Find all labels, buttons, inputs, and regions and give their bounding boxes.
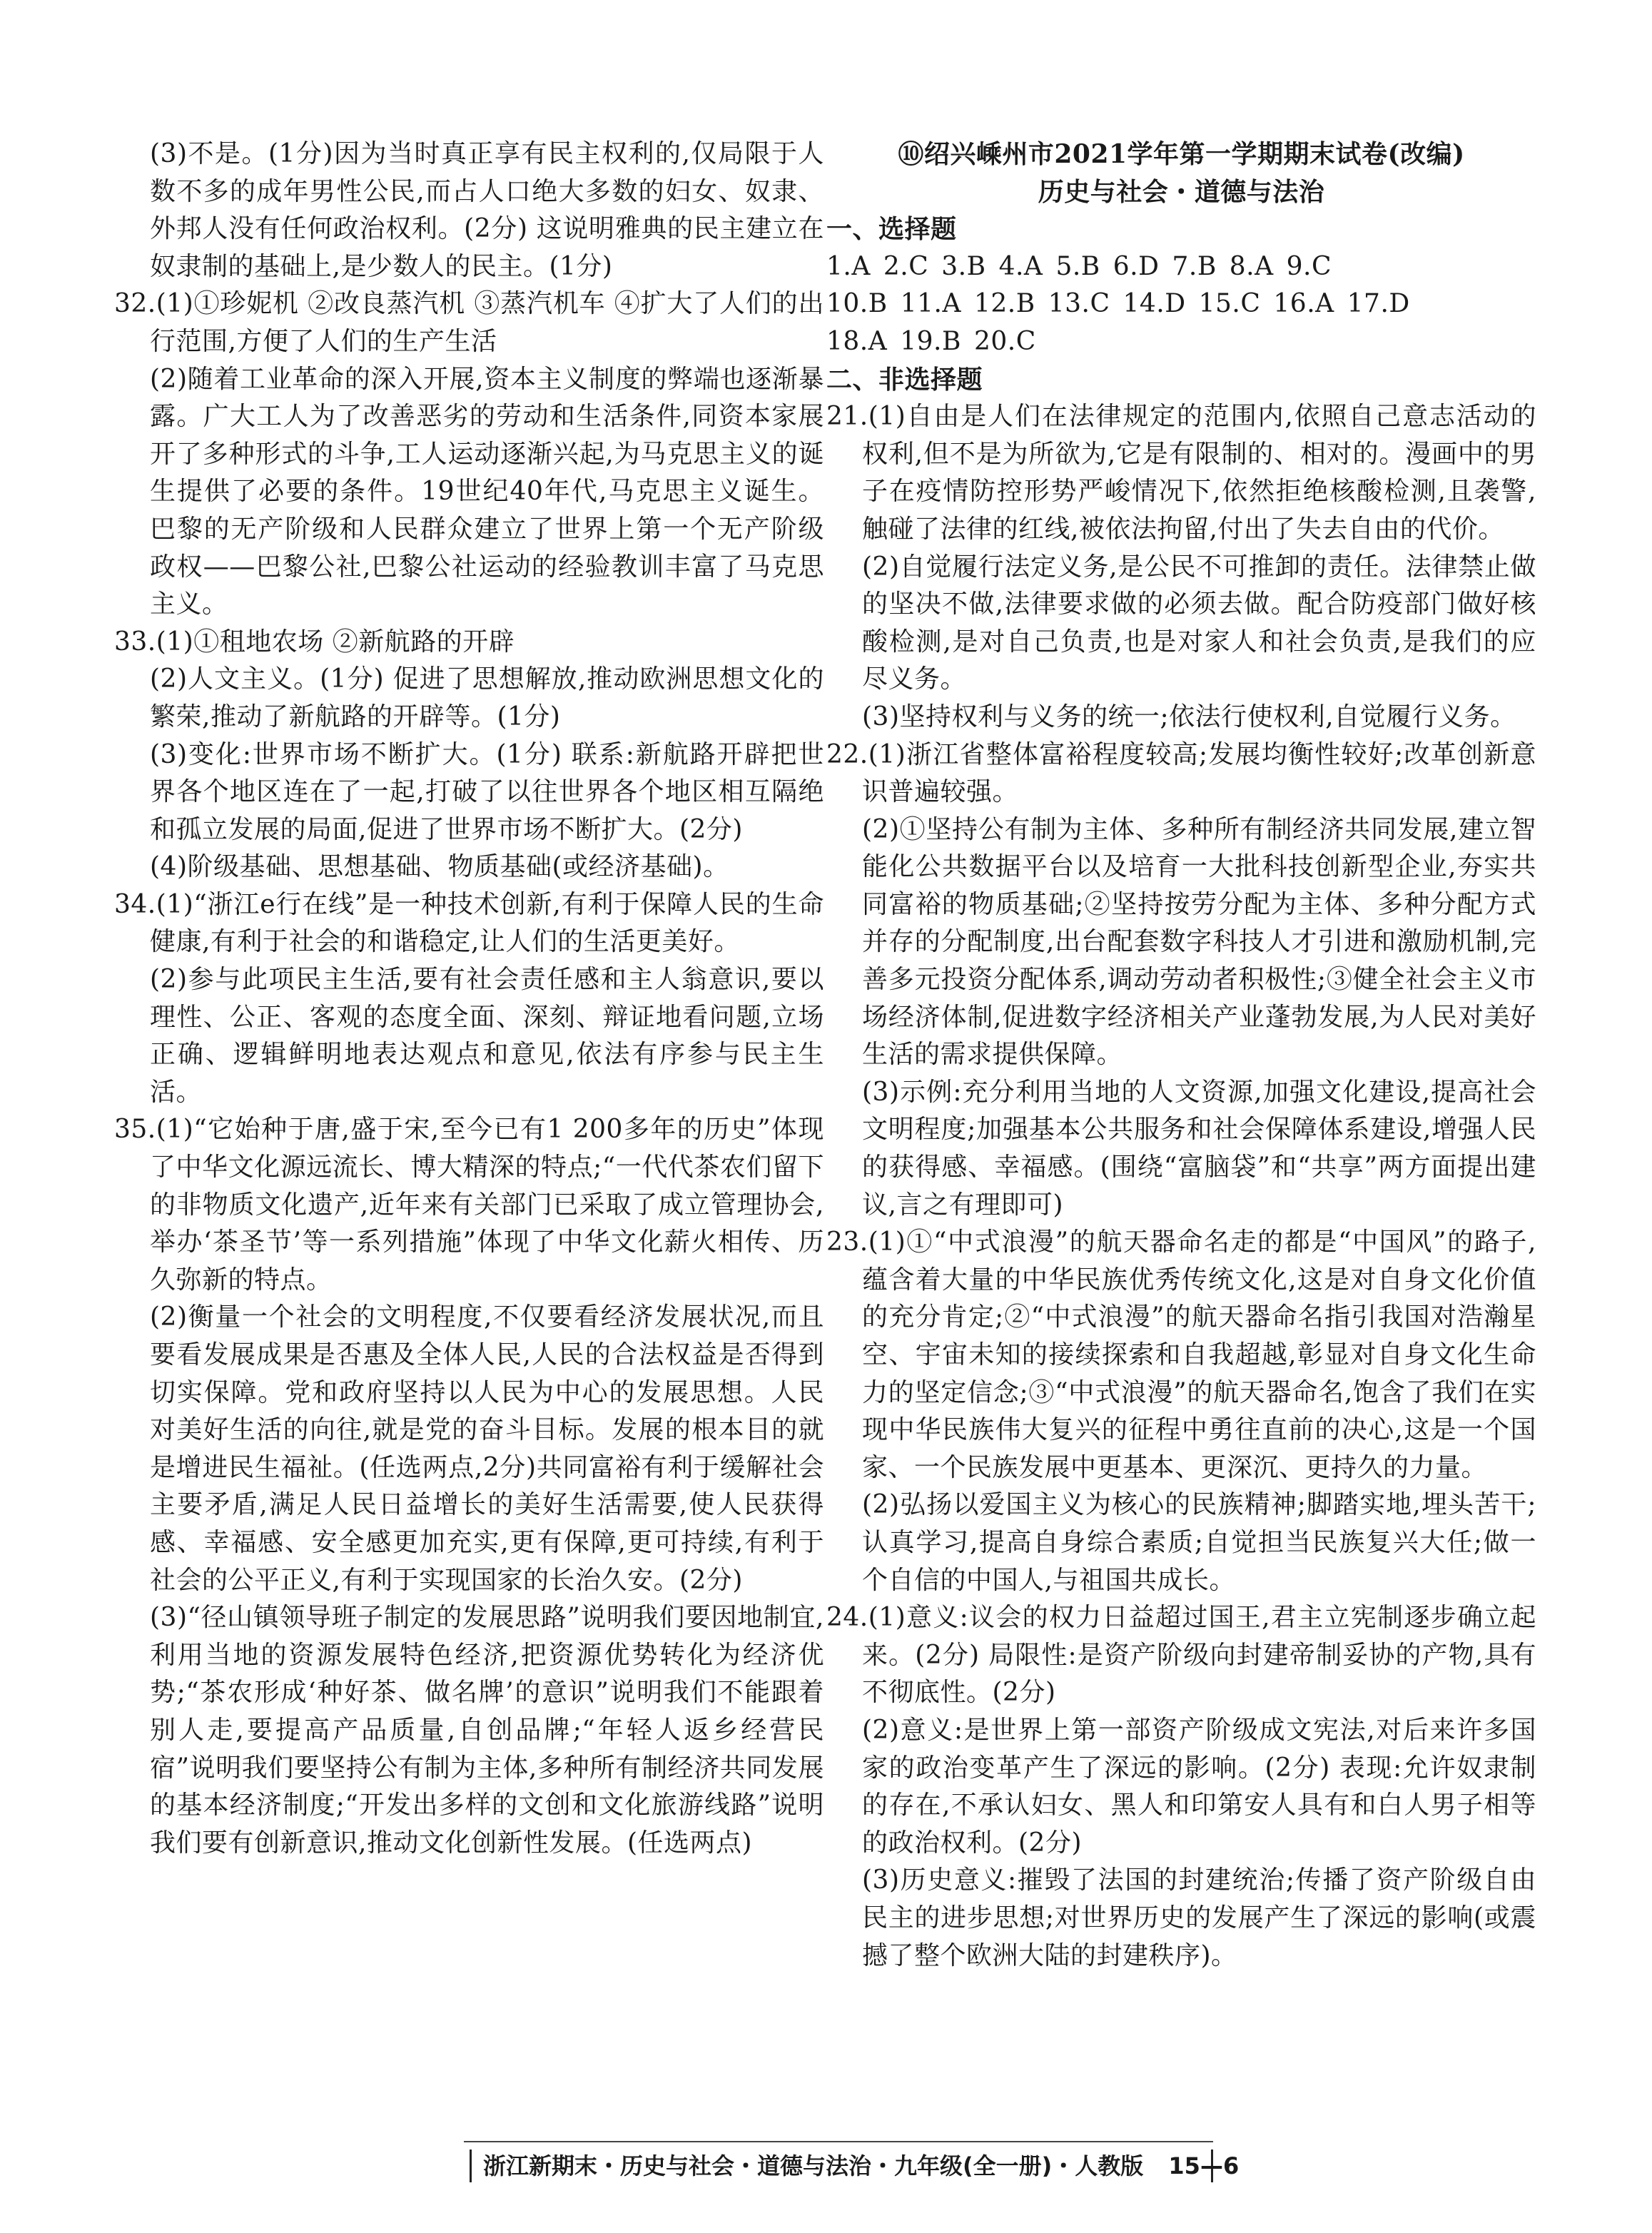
answer-paragraph: (3)变化:世界市场不断扩大。(1分) 联系:新航路开辟把世界各个地区连在了一起,打破了以往世界各个地区相互隔绝和孤立发展的局面,促进了世界市场不断扩大。(2分)	[150, 739, 824, 844]
exam-subtitle: 历史与社会・道德与法治	[1038, 176, 1325, 207]
answer-paragraph: (2)①坚持公有制为主体、多种所有制经济共同发展,建立智能化公共数据平台以及培育一大批科技创新型企业,夯实共同富裕的物质基础;②坚持按劳分配为主体、多种分配方式并存的分配制度,出台配套数字科技人才引进和激励机制,完善多元投资分配体系,调动劳动者积极性;③健全社会主义市场经济体制,促进数字经济相关产业蓬勃发展,为人民对美好生活的需求提供保障。	[862, 814, 1536, 1070]
mc-answer: 14.D	[1123, 289, 1186, 319]
left-column	[114, 136, 824, 1862]
mc-answer: 13.C	[1048, 289, 1110, 319]
answer-paragraph: (3)历史意义:摧毁了法国的封建统治;传播了资产阶级自由民主的进步思想;对世界历史的发展产生了深远的影响(或震撼了整个欧洲大陆的封建秩序)。	[862, 1865, 1536, 1970]
right-column	[826, 136, 1536, 1975]
mc-answer: 9.C	[1286, 251, 1332, 281]
page-footer	[464, 2141, 1240, 2185]
mc-answer: 15.C	[1198, 289, 1261, 319]
mc-answer: 6.D	[1113, 251, 1160, 281]
mc-answers	[826, 248, 1536, 361]
mc-answer: 10.B	[826, 289, 888, 319]
mc-answer: 5.B	[1055, 251, 1100, 281]
mc-answer: 2.C	[883, 251, 929, 281]
mc-answer: 11.A	[900, 289, 961, 319]
answer-paragraph: (2)弘扬以爱国主义为核心的民族精神;脚踏实地,埋头苦干;认真学习,提高自身综合素质;自觉担当民族复兴大任;做一个自信的中国人,与祖国共成长。	[862, 1490, 1536, 1595]
mc-answer: 8.A	[1229, 251, 1274, 281]
answer-paragraph: 23.(1)①“中式浪漫”的航天器命名走的都是“中国风”的路子,蕴含着大量的中华民族优秀传统文化,这是对自身文化价值的充分肯定;②“中式浪漫”的航天器命名指引我国对浩瀚星空、宇宙未知的接续探索和自我超越,彰显对自身文化生命力的坚定信念;③“中式浪漫”的航天器命名,饱含了我们在实现中华民族伟大复兴的征程中勇往直前的决心,这是一个国家、一个民族发展中更基本、更深沉、更持久的力量。	[826, 1227, 1536, 1482]
answer-paragraph: 33.(1)①租地农场 ②新航路的开辟	[114, 627, 515, 657]
mc-answer: 3.B	[941, 251, 986, 281]
exam-title: ⑩绍兴嵊州市2021学年第一学期期末试卷(改编)	[898, 139, 1465, 169]
mc-answer: 12.B	[973, 289, 1035, 319]
answer-paragraph: 34.(1)“浙江e行在线”是一种技术创新,有利于保障人民的生命健康,有利于社会的和谐稳定,让人们的生活更美好。	[114, 889, 824, 957]
mc-answer: 17.D	[1347, 289, 1410, 319]
answer-paragraph: (2)参与此项民主生活,要有社会责任感和主人翁意识,要以理性、公正、客观的态度全面、深刻、辩证地看问题,立场正确、逻辑鲜明地表达观点和意见,依法有序参与民主生活。	[150, 965, 824, 1107]
mc-answer: 7.B	[1172, 251, 1217, 281]
answer-paragraph: (3)示例:充分利用当地的人文资源,加强文化建设,提高社会文明程度;加强基本公共服务和社会保障体系建设,增强人民的获得感、幸福感。(围绕“富脑袋”和“共享”两方面提出建议,言之有理即可)	[862, 1077, 1536, 1220]
answer-paragraph: (2)人文主义。(1分) 促进了思想解放,推动欧洲思想文化的繁荣,推动了新航路的开辟等。(1分)	[150, 664, 824, 731]
answer-paragraph: (2)衡量一个社会的文明程度,不仅要看经济发展状况,而且要看发展成果是否惠及全体人民,人民的合法权益是否得到切实保障。党和政府坚持以人民为中心的发展思想。人民对美好生活的向往,就是党的奋斗目标。发展的根本目的就是增进民生福祉。(任选两点,2分)共同富裕有利于缓解社会主要矛盾,满足人民日益增长的美好生活需要,使人民获得感、幸福感、安全感更加充实,更有保障,更可持续,有利于社会的公平正义,有利于实现国家的长治久安。(2分)	[150, 1302, 824, 1595]
answer-paragraph: 21.(1)自由是人们在法律规定的范围内,依照自己意志活动的权利,但不是为所欲为,它是有限制的、相对的。漫画中的男子在疫情防控形势严峻情况下,依然拒绝核酸检测,且袭警,触碰了法律的红线,被依法拘留,付出了失去自由的代价。	[826, 402, 1536, 544]
footer-box	[470, 2150, 1240, 2182]
answer-paragraph: (3)坚持权利与义务的统一;依法行使权利,自觉履行义务。	[862, 702, 1516, 731]
mc-answer-row	[826, 323, 1536, 361]
answer-paragraph: 32.(1)①珍妮机 ②改良蒸汽机 ③蒸汽机车 ④扩大了人们的出行范围,方便了人们的生产生活	[114, 289, 824, 356]
answer-paragraph: (3)“径山镇领导班子制定的发展思路”说明我们要因地制宜,利用当地的资源发展特色经济,把资源优势转化为经济优势;“茶农形成‘种好茶、做名牌’的意识”说明我们不能跟着别人走,要提高产品质量,自创品牌;“年轻人返乡经营民宿”说明我们要坚持公有制为主体,多种所有制经济共同发展的基本经济制度;“开发出多样的文创和文化旅游线路”说明我们要有创新意识,推动文化创新性发展。(任选两点)	[150, 1603, 824, 1858]
answer-paragraph: (4)阶级基础、思想基础、物质基础(或经济基础)。	[150, 852, 729, 882]
mc-answer: 4.A	[998, 251, 1043, 281]
mc-answer: 19.B	[900, 326, 961, 356]
answer-paragraph: 35.(1)“它始种于唐,盛于宋,至今已有1 200多年的历史”体现了中华文化源远流长、博大精深的特点;“一代代茶农们留下的非物质文化遗产,近年来有关部门已采取了成立管理协会,举办‘茶圣节’等一系列措施”体现了中华文化薪火相传、历久弥新的特点。	[114, 1115, 824, 1295]
answer-paragraph: (3)不是。(1分)因为当时真正享有民主权利的,仅局限于人数不多的成年男性公民,而占人口绝大多数的妇女、奴隶、外邦人没有任何政治权利。(2分) 这说明雅典的民主建立在奴隶制的基础上,是少数人的民主。(1分)	[150, 139, 824, 281]
answer-paragraph: 22.(1)浙江省整体富裕程度较高;发展均衡性较好;改革创新意识普遍较强。	[826, 739, 1536, 807]
mc-answer: 16.A	[1273, 289, 1334, 319]
answer-list	[826, 398, 1536, 1975]
mc-answer: 20.C	[973, 326, 1036, 356]
mc-answer: 1.A	[826, 251, 871, 281]
mc-answer: 18.A	[826, 326, 888, 356]
book-title: 浙江新期末・历史与社会・道德与法治・九年级(全一册)・人教版	[483, 2152, 1144, 2179]
mc-answer-row	[826, 248, 1536, 286]
answer-paragraph: 24.(1)意义:议会的权力日益超过国王,君主立宪制逐步确立起来。(2分) 局限性:是资产阶级向封建帝制妥协的产物,具有不彻底性。(2分)	[826, 1603, 1536, 1708]
answer-paragraph: (2)随着工业革命的深入开展,资本主义制度的弊端也逐渐暴露。广大工人为了改善恶劣的劳动和生活条件,同资本家展开了多种形式的斗争,工人运动逐渐兴起,为马克思主义的诞生提供了必要的条件。19世纪40年代,马克思主义诞生。巴黎的无产阶级和人民群众建立了世界上第一个无产阶级政权——巴黎公社,巴黎公社运动的经验教训丰富了马克思主义。	[150, 364, 824, 619]
page-number: 15—6	[1168, 2152, 1240, 2179]
section-heading-choice: 一、选择题	[826, 214, 957, 245]
section-heading-nonchoice: 二、非选择题	[826, 364, 983, 395]
mc-answer-row	[826, 285, 1536, 323]
answer-paragraph: (2)自觉履行法定义务,是公民不可推卸的责任。法律禁止做的坚决不做,法律要求做的必须去做。配合防疫部门做好核酸检测,是对自己负责,也是对家人和社会负责,是我们的应尽义务。	[862, 552, 1536, 694]
answer-paragraph: (2)意义:是世界上第一部资产阶级成文宪法,对后来许多国家的政治变革产生了深远的影响。(2分) 表现:允许奴隶制的存在,不承认妇女、黑人和印第安人具有和白人男子相等的政治权利。(2分)	[862, 1715, 1536, 1858]
